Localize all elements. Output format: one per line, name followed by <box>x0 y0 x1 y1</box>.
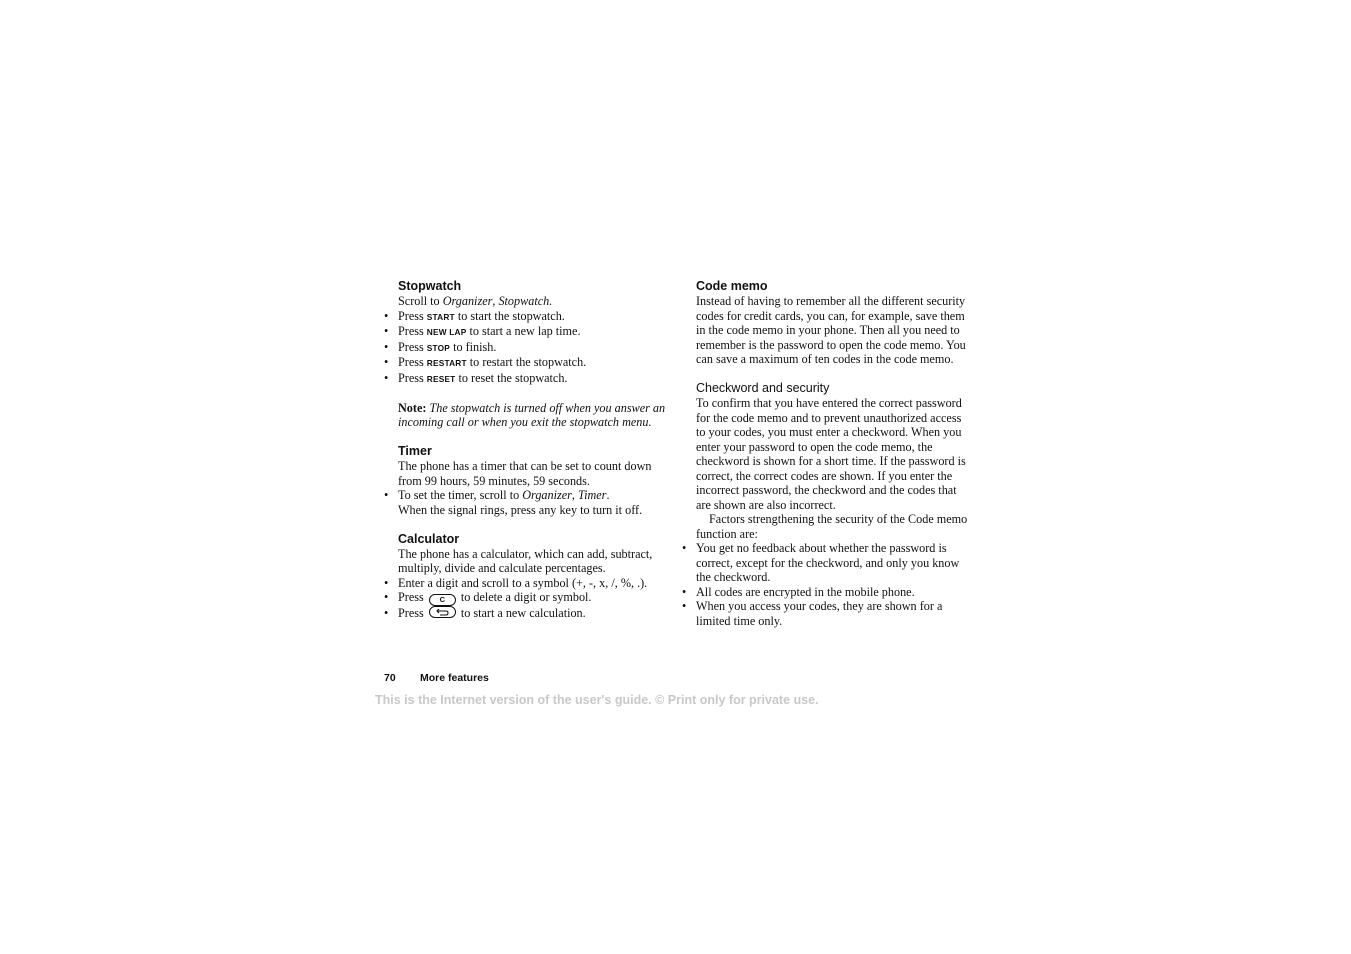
section-title: More features <box>420 672 489 684</box>
stopwatch-intro: Scroll to Organizer, Stopwatch. <box>398 294 553 308</box>
list-item: • Enter a digit and scroll to a symbol (+, -, x, /, %, .). <box>384 575 648 590</box>
calculator-heading: Calculator <box>398 531 460 546</box>
left-column <box>384 279 674 621</box>
timer-heading: Timer <box>398 444 432 458</box>
stopwatch-list <box>384 309 674 387</box>
calculator-body: The phone has a calculator, which can add, subtract, multiply, divide and calculate percentages. <box>398 546 653 575</box>
checkword-body: To confirm that you have entered the correct password for the code memo and to prevent unauthorized access to your codes, you must enter a checkword. When you enter your password to open the code memo, the checkword is shown for a short time. If the password is correct, the correct codes are shown. If you enter the incorrect password, the checkword and the codes that are shown are also incorrect. <box>696 396 966 512</box>
code-memo-heading: Code memo <box>696 279 768 293</box>
list-item: • Press C to delete a digit or symbol. <box>384 590 592 604</box>
stopwatch-heading: Stopwatch <box>398 279 462 293</box>
softkey-label: STOP <box>426 342 451 353</box>
c-key-icon: C <box>429 594 456 606</box>
list-item: • To set the timer, scroll to Organizer, Timer. When the signal rings, press any key to turn it off. <box>384 488 643 517</box>
softkey-label: START <box>426 311 455 322</box>
list-item: • You get no feedback about whether the password is correct, except for the checkword, and only you know the checkword. <box>682 541 960 584</box>
checkword-heading: Checkword and security <box>696 381 830 395</box>
list-item: • Press START to start the stopwatch. <box>384 308 565 323</box>
checkword-factors: Factors strengthening the security of the Code memo function are: <box>696 512 968 541</box>
list-item: • Press STOP to finish. <box>384 339 497 354</box>
right-column <box>682 279 972 628</box>
list-item: • Press NEW LAP to start a new lap time. <box>384 324 581 338</box>
softkey-label: RESET <box>426 373 456 384</box>
softkey-label: RESTART <box>426 358 467 368</box>
softkey-label: NEW LAP <box>426 327 467 337</box>
stopwatch-note: Note: The stopwatch is turned off when you answer an incoming call or when you exit the stopwatch menu. <box>398 400 666 429</box>
back-key-icon <box>429 606 456 618</box>
list-item: • Press RESTART to restart the stopwatch. <box>384 355 587 369</box>
list-item: • When you access your codes, they are shown for a limited time only. <box>682 599 943 628</box>
list-item: • Press RESET to reset the stopwatch. <box>384 370 568 385</box>
timer-body: The phone has a timer that can be set to count down from 99 hours, 59 minutes, 59 seconds. <box>398 459 652 488</box>
checkword-list <box>682 541 972 628</box>
page-footer <box>384 672 489 684</box>
calculator-list <box>384 576 674 621</box>
code-memo-body: Instead of having to remember all the different security codes for credit cards, you can, for example, save them in the code memo in your phone. Then all you need to remember is the password to open the code memo. You can save a maximum of ten codes in the code memo. <box>696 294 966 366</box>
list-item: • Press to start a new calculation. <box>384 606 586 620</box>
page-number: 70 <box>384 672 396 684</box>
list-item: • All codes are encrypted in the mobile phone. <box>682 584 915 599</box>
timer-list <box>384 488 674 517</box>
disclaimer: This is the Internet version of the user's guide. © Print only for private use. <box>375 693 819 707</box>
